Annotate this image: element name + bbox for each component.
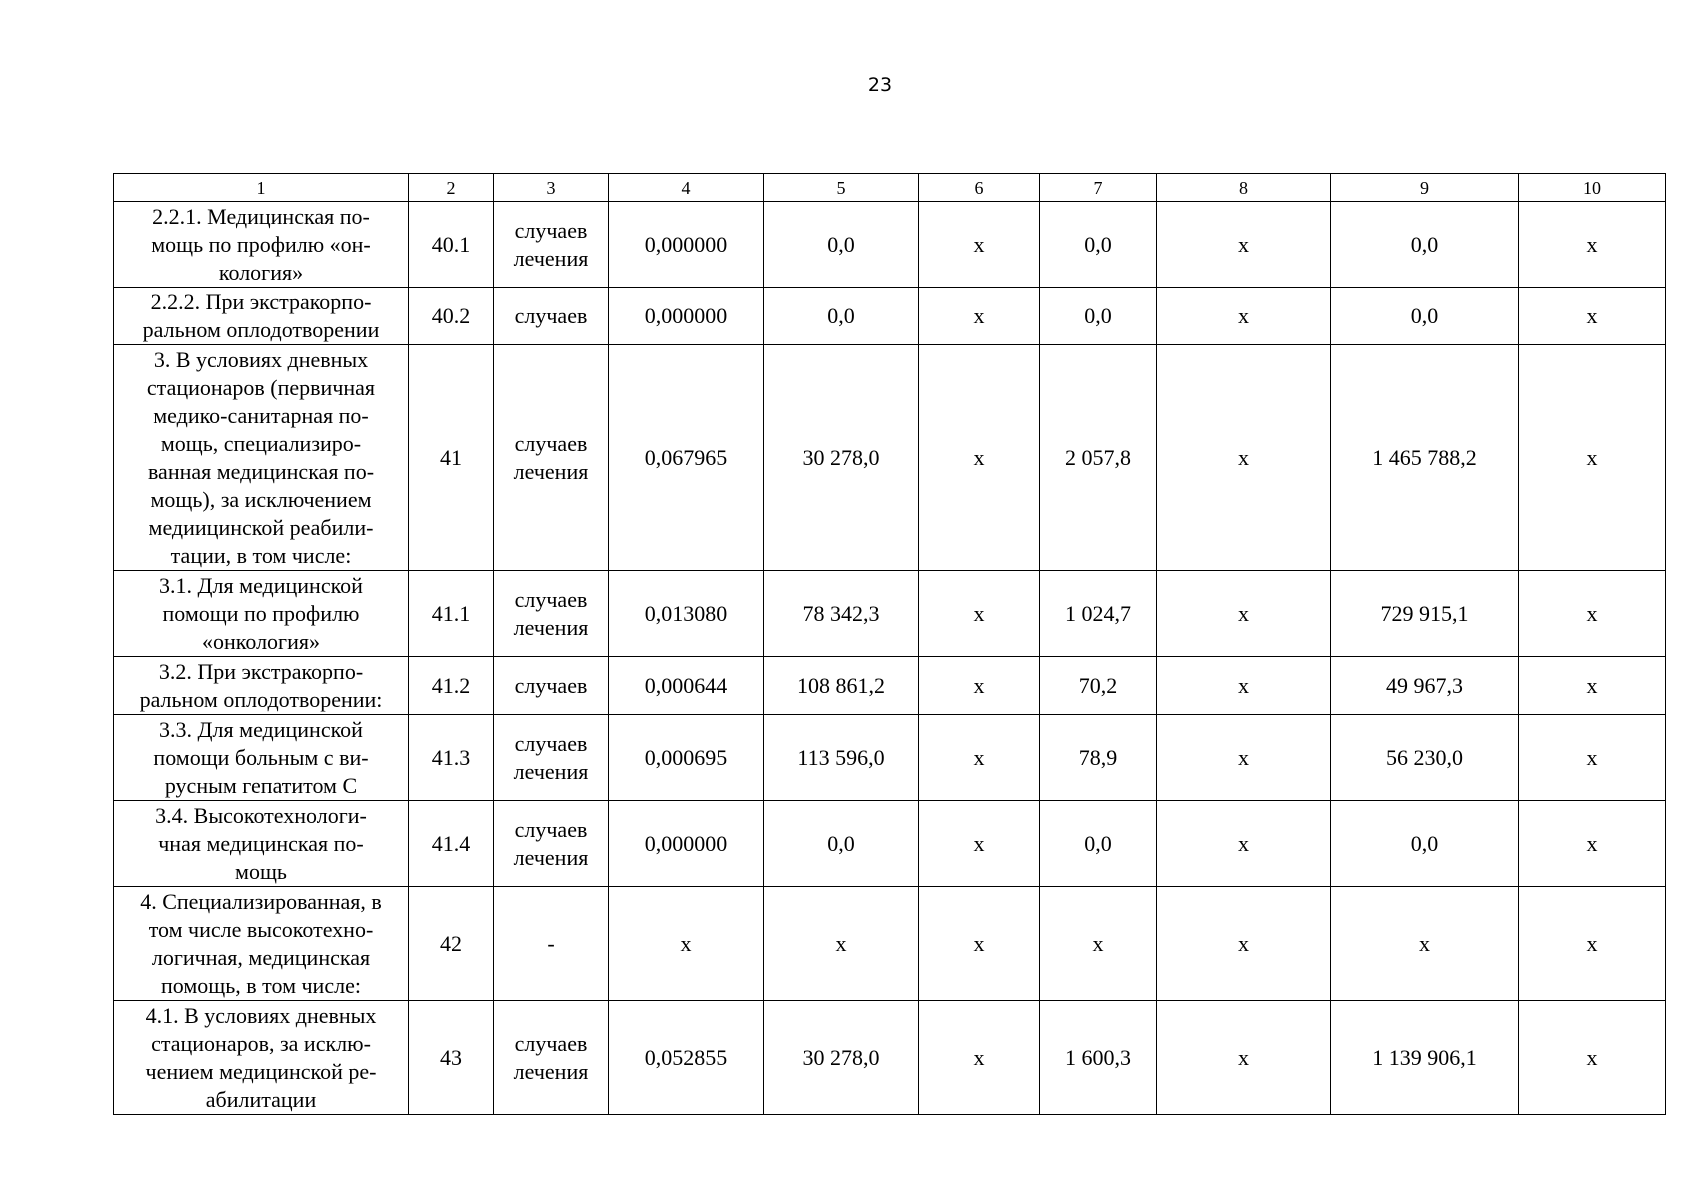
row-name	[114, 715, 409, 801]
cell-c5: 0,0	[764, 288, 919, 345]
cell-c4: 0,052855	[609, 1001, 764, 1115]
row-unit-line: лечения	[513, 758, 589, 784]
cell-c4: 0,000000	[609, 202, 764, 288]
cell-c9: 1 139 906,1	[1331, 1001, 1519, 1115]
row-name-line: мощь, специализиро-	[160, 430, 362, 456]
cell-c4: х	[609, 887, 764, 1001]
cell-c8: х	[1157, 288, 1331, 345]
row-unit-line: лечения	[513, 245, 589, 271]
cell-c7: 1 600,3	[1040, 1001, 1157, 1115]
cell-c6: х	[919, 657, 1040, 715]
cell-c6: х	[919, 571, 1040, 657]
row-unit	[494, 887, 609, 1001]
row-code: 42	[409, 887, 494, 1001]
cell-c8: х	[1157, 801, 1331, 887]
row-name-line: мощь), за исключением	[150, 486, 372, 512]
cell-c8: х	[1157, 202, 1331, 288]
cell-c4: 0,000000	[609, 801, 764, 887]
cell-c4: 0,000644	[609, 657, 764, 715]
cell-c10: х	[1519, 657, 1666, 715]
row-code: 41.2	[409, 657, 494, 715]
cell-c8: х	[1157, 657, 1331, 715]
page-number: 23	[867, 74, 893, 96]
table-row	[114, 715, 1666, 801]
row-unit-line: лечения	[513, 614, 589, 640]
row-name-line: медико-санитарная по-	[153, 402, 369, 428]
header-row	[114, 174, 1666, 202]
row-name	[114, 571, 409, 657]
cell-c6: х	[919, 345, 1040, 571]
row-name	[114, 202, 409, 288]
row-unit	[494, 657, 609, 715]
cell-c7: 0,0	[1040, 801, 1157, 887]
row-name-line: ральном оплодотворении	[142, 317, 380, 342]
row-unit-line: случаев	[514, 1030, 588, 1056]
cell-c10: х	[1519, 801, 1666, 887]
row-name-line: чением медицинской ре-	[145, 1058, 377, 1084]
cell-c7: 0,0	[1040, 288, 1157, 345]
table-row	[114, 288, 1666, 345]
cell-c7: 70,2	[1040, 657, 1157, 715]
table-row	[114, 801, 1666, 887]
cell-c9: 729 915,1	[1331, 571, 1519, 657]
cell-c9: 49 967,3	[1331, 657, 1519, 715]
row-unit	[494, 801, 609, 887]
row-name-line: стационаров (первичная	[146, 374, 376, 400]
cell-c8: х	[1157, 715, 1331, 801]
table-row	[114, 1001, 1666, 1115]
table-row	[114, 657, 1666, 715]
row-code: 40.2	[409, 288, 494, 345]
column-number: 1	[114, 174, 409, 202]
row-name-line: мощь по профилю «он-	[151, 231, 371, 257]
row-unit-line: случаев	[514, 303, 588, 328]
row-name	[114, 801, 409, 887]
cell-c5: 113 596,0	[764, 715, 919, 801]
row-name-line: 3.2. При экстракорпо-	[158, 658, 364, 684]
row-name	[114, 657, 409, 715]
row-name-line: помощи больным с ви-	[153, 744, 369, 770]
row-code: 41.1	[409, 571, 494, 657]
column-number: 5	[764, 174, 919, 202]
row-unit	[494, 202, 609, 288]
cell-c9: 0,0	[1331, 288, 1519, 345]
row-unit-line: лечения	[513, 458, 589, 484]
cell-c8: х	[1157, 1001, 1331, 1115]
cell-c8: х	[1157, 887, 1331, 1001]
cell-c6: х	[919, 288, 1040, 345]
row-name-line: 3.1. Для медицинской	[159, 572, 363, 598]
cell-c5: 108 861,2	[764, 657, 919, 715]
cell-c9: 0,0	[1331, 202, 1519, 288]
row-code: 43	[409, 1001, 494, 1115]
row-name-line: «онкология»	[202, 628, 320, 654]
row-name-line: том числе высокотехно-	[148, 916, 374, 942]
row-name-line: логичная, медицинская	[151, 944, 371, 970]
column-number: 10	[1519, 174, 1666, 202]
column-number: 8	[1157, 174, 1331, 202]
row-unit-line: случаев	[514, 730, 588, 756]
cell-c7: х	[1040, 887, 1157, 1001]
row-name-line: 4.1. В условиях дневных	[145, 1002, 377, 1028]
cell-c10: х	[1519, 288, 1666, 345]
row-name-line: ванная медицинская по-	[147, 458, 375, 484]
cell-c6: х	[919, 202, 1040, 288]
row-unit	[494, 715, 609, 801]
row-unit-line: случаев	[514, 217, 588, 243]
row-name-line: русным гепатитом С	[164, 772, 358, 798]
column-number: 4	[609, 174, 764, 202]
row-code: 40.1	[409, 202, 494, 288]
cell-c5: 30 278,0	[764, 1001, 919, 1115]
row-unit	[494, 288, 609, 345]
row-name-line: тации, в том числе:	[170, 542, 352, 568]
table-row	[114, 571, 1666, 657]
cell-c10: х	[1519, 887, 1666, 1001]
row-name-line: ральном оплодотворении:	[139, 686, 383, 712]
row-unit-line: -	[547, 930, 555, 956]
row-name-line: 2.2.1. Медицинская по-	[152, 203, 370, 229]
cell-c9: 1 465 788,2	[1331, 345, 1519, 571]
row-unit	[494, 345, 609, 571]
column-number: 6	[919, 174, 1040, 202]
cell-c10: х	[1519, 715, 1666, 801]
cell-c7: 0,0	[1040, 202, 1157, 288]
row-name-line: помощи по профилю	[162, 600, 360, 626]
row-code: 41	[409, 345, 494, 571]
cell-c6: х	[919, 801, 1040, 887]
column-number: 9	[1331, 174, 1519, 202]
row-code: 41.3	[409, 715, 494, 801]
cell-c10: х	[1519, 1001, 1666, 1115]
cell-c10: х	[1519, 345, 1666, 571]
cell-c4: 0,000695	[609, 715, 764, 801]
data-table	[113, 173, 1666, 1115]
row-name	[114, 288, 409, 345]
cell-c6: х	[919, 1001, 1040, 1115]
row-name-line: медиицинской реабили-	[148, 514, 374, 540]
row-name-line: кология»	[218, 259, 304, 285]
row-unit-line: случаев	[514, 816, 588, 842]
cell-c7: 2 057,8	[1040, 345, 1157, 571]
row-name-line: 2.2.2. При экстракорпо-	[150, 289, 372, 314]
cell-c7: 1 024,7	[1040, 571, 1157, 657]
cell-c4: 0,013080	[609, 571, 764, 657]
row-name-line: 3.4. Высокотехнологи-	[155, 802, 367, 828]
row-name-line: мощь	[235, 858, 287, 884]
table-row	[114, 887, 1666, 1001]
cell-c8: х	[1157, 345, 1331, 571]
row-name-line: 3. В условиях дневных	[153, 346, 369, 372]
row-unit-line: случаев	[514, 430, 588, 456]
cell-c10: х	[1519, 571, 1666, 657]
cell-c9: 0,0	[1331, 801, 1519, 887]
cell-c4: 0,067965	[609, 345, 764, 571]
column-number: 3	[494, 174, 609, 202]
cell-c8: х	[1157, 571, 1331, 657]
row-name-line: помощь, в том числе:	[161, 972, 361, 998]
cell-c9: х	[1331, 887, 1519, 1001]
cell-c4: 0,000000	[609, 288, 764, 345]
row-name-line: 4. Специализированная, в	[140, 888, 382, 914]
cell-c5: 78 342,3	[764, 571, 919, 657]
cell-c6: х	[919, 715, 1040, 801]
cell-c7: 78,9	[1040, 715, 1157, 801]
row-name-line: стационаров, за исклю-	[151, 1030, 371, 1056]
column-number: 7	[1040, 174, 1157, 202]
row-code: 41.4	[409, 801, 494, 887]
table-row	[114, 345, 1666, 571]
table-row	[114, 202, 1666, 288]
cell-c5: 0,0	[764, 202, 919, 288]
row-name-line: 3.3. Для медицинской	[159, 716, 363, 742]
row-unit-line: лечения	[513, 1058, 589, 1084]
cell-c5: х	[764, 887, 919, 1001]
row-unit-line: случаев	[514, 672, 588, 698]
row-name	[114, 887, 409, 1001]
row-name-line: чная медицинская по-	[158, 830, 364, 856]
row-unit-line: случаев	[514, 586, 588, 612]
column-number: 2	[409, 174, 494, 202]
cell-c10: х	[1519, 202, 1666, 288]
row-unit	[494, 1001, 609, 1115]
row-name-line: абилитации	[205, 1086, 317, 1112]
row-unit	[494, 571, 609, 657]
cell-c5: 30 278,0	[764, 345, 919, 571]
cell-c9: 56 230,0	[1331, 715, 1519, 801]
row-name	[114, 1001, 409, 1115]
cell-c5: 0,0	[764, 801, 919, 887]
row-unit-line: лечения	[513, 844, 589, 870]
row-name	[114, 345, 409, 571]
cell-c6: х	[919, 887, 1040, 1001]
